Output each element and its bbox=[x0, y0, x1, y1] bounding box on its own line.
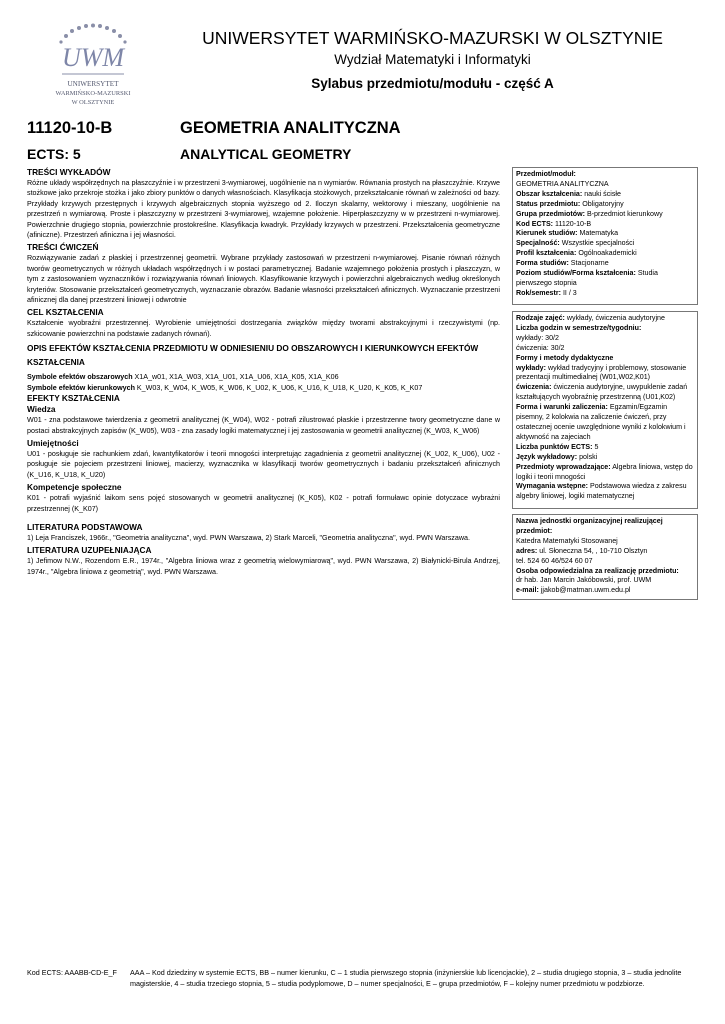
competence-heading: Kompetencje społeczne bbox=[27, 482, 122, 493]
methods-exercises-value: ćwiczenia audytoryjne, uwypuklenie zadań kształtujących wyobraźnię przestrzenną (U01,K02) bbox=[516, 383, 688, 402]
exercises-heading: TREŚCI ĆWICZEŃ bbox=[27, 242, 99, 253]
ects-code-value: 11120-10-B bbox=[555, 219, 592, 228]
subject-value: GEOMETRIA ANALITYCZNA bbox=[516, 179, 609, 188]
footer-code-label: Kod ECTS: AAABB-CD-E_F bbox=[27, 968, 117, 977]
status-value: Obligatoryjny bbox=[582, 199, 624, 208]
assessment-label: Forma i warunki zaliczenia: bbox=[516, 403, 608, 412]
methods-label: Formy i metody dydaktyczne bbox=[516, 353, 614, 362]
study-form-label: Forma studiów: bbox=[516, 259, 569, 268]
knowledge-text: W01 - zna podstawowe twierdzenia z geometrii analitycznej (K_W04), W02 - potrafi zilustrować płaskie i przestrzenne twory geometryczne dane w postaci abstrakcyjnych zapisów (K_W05), W03 - zna zasady logiki matematycznej i jej zastosowania w geometrii analitycznej (K_W03, K_W06) bbox=[27, 416, 500, 435]
phone-value: tel. 524 60 46/524 60 07 bbox=[516, 556, 593, 565]
hours-label: Liczba godzin w semestrze/tygodniu: bbox=[516, 323, 642, 332]
prerequisites-label: Wymagania wstępne: bbox=[516, 482, 589, 491]
university-name: UNIWERSYTET WARMIŃSKO-MAZURSKI W OLSZTYNIE bbox=[202, 28, 663, 48]
goal-heading: CEL KSZTAŁCENIA bbox=[27, 307, 104, 318]
status-label: Status przedmiotu: bbox=[516, 199, 581, 208]
literature-basic-text: 1) Leja Franciszek, 1966r., "Geometria analityczna", wyd. PWN Warszawa, 2) Stark Marceli, "Geometria analityczna", wyd. PWN Warszawa. bbox=[27, 533, 470, 542]
specialty-value: Wszystkie specjalności bbox=[561, 239, 635, 248]
study-level-value: Studia pierwszego stopnia bbox=[516, 269, 658, 287]
effects-heading: EFEKTY KSZTAŁCENIA bbox=[27, 393, 120, 404]
class-details-box bbox=[512, 311, 698, 509]
unit-label: Nazwa jednostki organizacyjnej realizującej przedmiot: bbox=[516, 517, 663, 535]
unit-value: Katedra Matematyki Stosowanej bbox=[516, 536, 618, 545]
literature-extra-heading: LITERATURA UZUPEŁNIAJĄCA bbox=[27, 545, 152, 556]
course-code: 11120-10-B bbox=[27, 119, 113, 137]
methods-lectures-value: wykład tradycyjny i problemowy, stosowanie prezentacji multimedialnej (W01,W02,K01) bbox=[516, 363, 687, 382]
literature-extra-text: 1) Jefimow N.W., Rozendorn E.R., 1974r., "Algebra liniowa wraz z geometrią wielowymiarową", wyd. PWN Warszawa, 2) Białynicki-Birula Andrzej, 1974r., "Algebra liniowa z geometrią", wyd. PWN Warszawa. bbox=[27, 557, 500, 576]
responsible-person-value: dr hab. Jan Marcin Jakóbowski, prof. UWM bbox=[516, 576, 652, 585]
email-label: e-mail: bbox=[516, 586, 539, 595]
logo-emblem bbox=[48, 22, 138, 110]
ects-points-value: 5 bbox=[594, 442, 599, 451]
area-label: Obszar kształcenia: bbox=[516, 189, 583, 198]
course-title-en: ANALYTICAL GEOMETRY bbox=[180, 146, 352, 162]
intro-courses-value: Algebra liniowa, wstęp do logiki i teorii mnogości bbox=[516, 462, 693, 481]
unit-contact-box bbox=[512, 514, 698, 600]
course-title-pl: GEOMETRIA ANALITYCZNA bbox=[180, 119, 401, 137]
classes-label: Rodzaje zajęć: bbox=[516, 314, 565, 322]
competence-text: K01 - potrafi wyjaśnić laikom sens pojęć stosowanych w geometrii analitycznej (K_K05), K02 - potrafi formuławc opinie dotyczace wybrażni przestrzennej (K_K07) bbox=[27, 494, 500, 513]
exercises-text: Rozwiązywanie zadań z płaskiej i przestrzennej geometrii. Wybrane przykłady zastosowań w przestrzeni n-wymiarowej. Pisanie równań różnych tworów geometrycznych w różnych układach współrzędnych i w postaci parametrycznej. Badanie wzajemnego położenia prostych i płaszczyzn, w tym z zastosowaniem wyznaczników i rozwiązywania równań liniowych. Klasyfikowanie krzywych i powierzchni algebraicznych według określonych kryteriów. Stosowanie przekształceń geometrycznych, wyznaczanie obrazów. Badanie własności przekształceń afinicznych. Wyznaczanie przestrzeni afinicznej dla danej przestrzeni liniowej i odwrotnie bbox=[27, 254, 500, 305]
specialty-label: Specjalność: bbox=[516, 239, 560, 248]
area-symbols-line bbox=[27, 372, 500, 382]
svg-text:W OLSZTYNIE: W OLSZTYNIE bbox=[71, 99, 115, 106]
ects-points-label: Liczba punktów ECTS: bbox=[516, 442, 593, 451]
lectures-text: Różne układy współrzędnych na płaszczyźnie i w przestrzeni 3-wymiarowej, uogólnienie na n wymiarów. Równania prostych na płaszczyźnie. Krzywe stożkowe jako przekroje stożka i jako zbiory punktów o danych własnościach. Klasyfikacja stożkowych, przekształcanie równań w zależności od bazy. Przykłady krzywych przestępnych i krzywych algebraicznych stopnia wyższego od 2. Iloczyn skalarny, wektorowy i mieszany, uogólnienie na przestrzeń n wymiarową. Proste i płaszczyzny w przestrzeni 3-wymiarowej, wzajemne położenie. Hiperpłaszczyzny w w przestrzeni n-wymiarowej. Powierzchnie drugiego stopnia, powierzchnie prostokreślne. Klasyfikacja kwadryk. Przykłady krzywych w przestrzeni. Przekształcenia geometryczne (afiniczne). Przestrzeń afiniczna i jej własności. bbox=[27, 179, 500, 240]
svg-text:UNIWERSYTET: UNIWERSYTET bbox=[67, 80, 119, 88]
area-symbols: X1A_w01, X1A_W03, X1A_U01, X1A_U06, X1A_K05, X1A_K06 bbox=[134, 373, 339, 382]
syllabus-title: Sylabus przedmiotu/modułu - część A bbox=[311, 76, 554, 91]
assessment-value: Egzamin/Egzamin pisemny, 2 kolokwia na zaliczenie ćwiczeń, przy ostatecznej ocenie uwzględnione wyniki z kolokwium i aktywność na zajeciach bbox=[516, 403, 686, 441]
email-value[interactable]: jjakob@matman.uwm.edu.pl bbox=[540, 586, 631, 595]
svg-text:UWM: UWM bbox=[61, 43, 125, 72]
skills-heading: Umiejętności bbox=[27, 437, 79, 448]
subject-label: Przedmiot/moduł: bbox=[516, 170, 576, 178]
hours-lectures: wykłady: 30/2 bbox=[516, 333, 559, 342]
study-level-label: Poziom studiów/Forma kształcenia: bbox=[516, 269, 636, 278]
university-logo bbox=[48, 22, 138, 110]
ects-points: ECTS: 5 bbox=[27, 146, 81, 162]
ects-code-label: Kod ECTS: bbox=[516, 219, 554, 228]
area-value: nauki ścisłe bbox=[584, 189, 621, 198]
course-info-box bbox=[512, 167, 698, 305]
prerequisites-value: Podstawowa wiedza z zakresu algebry liniowej, logiki matematycznej bbox=[516, 482, 687, 501]
profile-value: Ogólnoakademicki bbox=[578, 249, 637, 258]
lectures-heading: TREŚCI WYKŁADÓW bbox=[27, 167, 111, 177]
hours-exercises: ćwiczenia: 30/2 bbox=[516, 343, 565, 352]
goal-text: Kształcenie wyobraźni przestrzennej. Wyrobienie umiejętności dostrzegania związków między tworami abstrakcyjnymi i rzeczywistymi (np. szkicowanie powierzchni na podstawie zadanych równań). bbox=[27, 319, 500, 338]
year-semester-label: Rok/semestr: bbox=[516, 288, 561, 297]
literature-basic-heading: LITERATURA PODSTAWOWA bbox=[27, 521, 143, 532]
intro-courses-label: Przedmioty wprowadzające: bbox=[516, 462, 611, 471]
syllabus-content bbox=[27, 167, 500, 579]
methods-exercises-label: ćwiczenia: bbox=[516, 383, 552, 392]
responsible-person-label: Osoba odpowiedzialna za realizację przedmiotu: bbox=[516, 566, 679, 575]
field-value: Matematyka bbox=[579, 229, 619, 238]
field-symbols-line bbox=[27, 383, 500, 393]
address-value: ul. Słoneczna 54, , 10-710 Olsztyn bbox=[539, 546, 648, 555]
study-form-value: Stacjonarne bbox=[570, 259, 609, 268]
knowledge-heading: Wiedza bbox=[27, 404, 56, 415]
footer-explanation: AAA – Kod dziedziny w systemie ECTS, BB – numer kierunku, C – 1 studia pierwszego stopnia (inżynierskie lub licencjackie), 2 – studia drugiego stopnia, 3 – studia jednolite magisterskie, 4 – studia trzeciego stopnia, 5 – studia podyplomowe, D – numer specjalności, E – grupa przedmiotów, F – kolejny numer przedmiotu w podzbiorze. bbox=[130, 968, 682, 988]
outcomes-heading: OPIS EFEKTÓW KSZTAŁCENIA PRZEDMIOTU W ODNIESIENIU DO OBSZAROWYCH I KIERUNKOWYCH EFEKTÓW KSZTAŁCENIA bbox=[27, 343, 479, 368]
field-label: Kierunek studiów: bbox=[516, 229, 578, 238]
skills-text: U01 - posługuje sie rachunkiem zdań, kwantyfikatorów i teorii mnogości interpretując zagadnienia z geometrii analitycznej (K_U02, K_U06), U02 - posługuje sie pojeciem przestrzeni liniowej, macierzy, wyznacznika w klasyfikacji tworów geometrycznych i badaniu przekształceń afinicznych (K_U16, K_U18, K_U20) bbox=[27, 449, 500, 479]
language-value: polski bbox=[579, 452, 598, 461]
group-value: B-przedmiot kierunkowy bbox=[586, 209, 663, 218]
group-label: Grupa przedmiotów: bbox=[516, 209, 585, 218]
year-semester-value: II / 3 bbox=[562, 288, 577, 297]
classes-value: wykłady, ćwiczenia audytoryjne bbox=[566, 314, 665, 322]
language-label: Język wykładowy: bbox=[516, 452, 578, 461]
svg-text:WARMIŃSKO-MAZURSKI: WARMIŃSKO-MAZURSKI bbox=[55, 90, 131, 97]
area-symbols-label: Symbole efektów obszarowych bbox=[27, 373, 133, 382]
field-symbols: K_W03, K_W04, K_W05, K_W06, K_U02, K_U06, K_U16, K_U18, K_U20, K_K05, K_K07 bbox=[136, 383, 423, 392]
faculty-name: Wydział Matematyki i Informatyki bbox=[334, 52, 531, 67]
methods-lectures-label: wykłady: bbox=[516, 363, 546, 372]
address-label: adres: bbox=[516, 546, 538, 555]
profile-label: Profil kształcenia: bbox=[516, 249, 577, 258]
field-symbols-label: Symbole efektów kierunkowych bbox=[27, 383, 135, 392]
